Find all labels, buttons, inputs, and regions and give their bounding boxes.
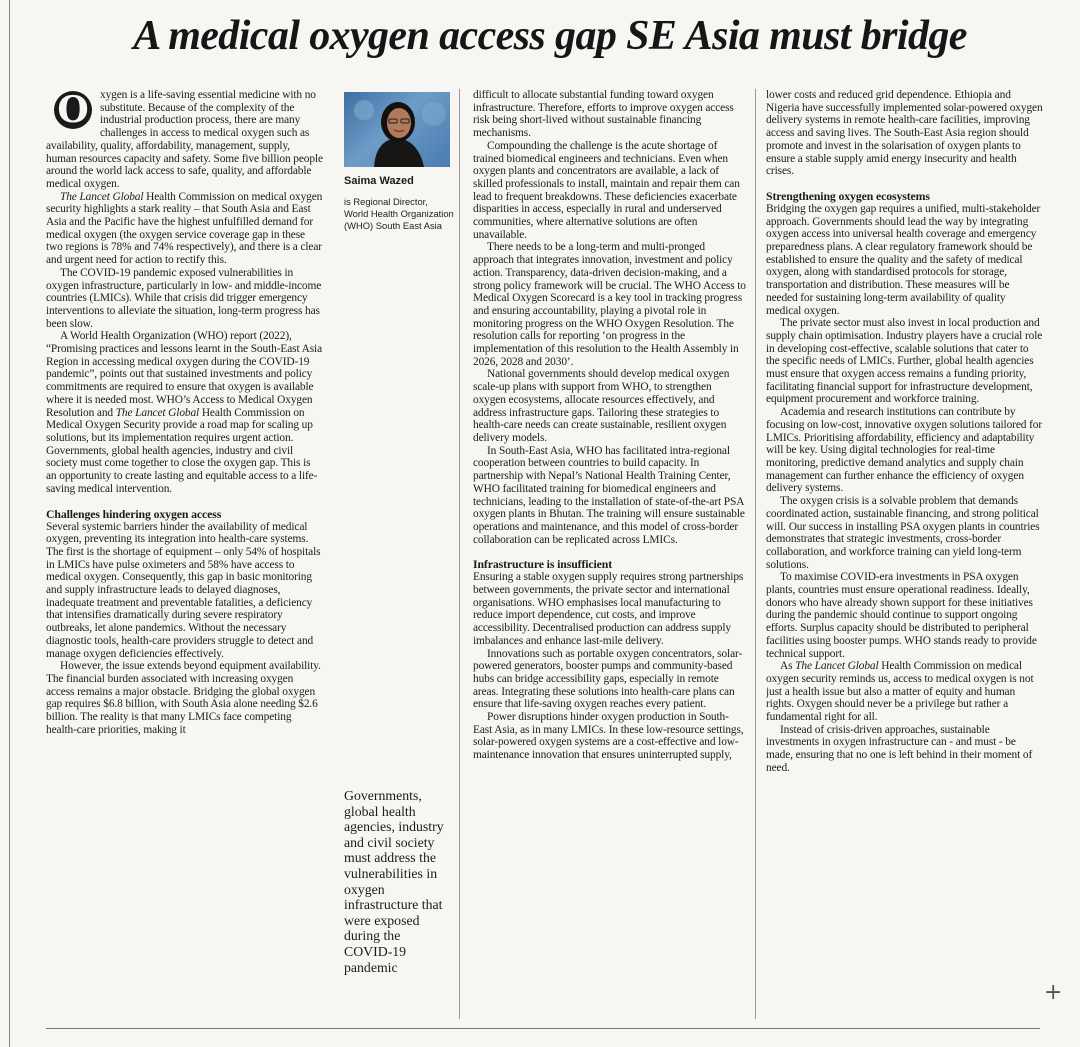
subheading: Strengthening oxygen ecosystems: [766, 188, 930, 203]
paragraph: In South-East Asia, WHO has facilitated intra-regional cooperation between countries to build capacity. In partnership with Nepal’s National Health Training Center, WHO facilitated training for biomedical engineers and technicians, leading to the installation of state-of-the-art PSA oxygen plants in Bhutan. The training will ensure sustainable operations and maintenance, and this model of cross-border collaboration can be replicated across LMICs.: [473, 444, 745, 546]
article-column-3: [473, 89, 746, 1019]
paragraph: As The Lancet Global Health Commission on medical oxygen security reminds us, access to medical oxygen is not just a health issue but also a matter of equity and human rights. Oxygen should never be a privilege but rather a fundamental right for all.: [766, 660, 1034, 724]
column-divider: [755, 89, 756, 1019]
paragraph: The COVID-19 pandemic exposed vulnerabilities in oxygen infrastructure, particularly in low- and middle-income countries (LMICs). While that crisis did trigger emergency interventions to alleviate the situation, long-term progress has been slow.: [46, 266, 322, 330]
paragraph: However, the issue extends beyond equipment availability. The financial burden associated with increasing oxygen access remains a major obstacle. Bridging the global oxygen gap requires $6.8 billion, with South Asia alone needing $2.6 billion. The reality is that many LMICs face competing health-care priorities, making it: [46, 660, 321, 736]
headline: A medical oxygen access gap SE Asia must bridge: [133, 13, 967, 59]
paragraph: A World Health Organization (WHO) report (2022), “Promising practices and lessons learnt in the South-East Asia Region in accessing medical oxygen during the COVID-19 pandemic”, points out that sustained investments and policy commitments are required to ensure that oxygen is available where it is needed most. WHO’s Access to Medical Oxygen Resolution and The Lancet Global Health Commission on Medical Oxygen Security provide a road map for scaling up solutions, but its implementation requires urgent action. Governments, global health agencies, industry and civil society must come together to close the oxygen gap. This is an opportunity to create lasting and equitable access to a life-saving medical intervention.: [46, 330, 323, 495]
paragraph: The Lancet Global Health Commission on medical oxygen security highlights a stark reality – that South Asia and East Asia and the Pacific have the highest unfulfilled demand for medical oxygen (the oxygen service coverage gap in these two regions is 78% and 74% respectively), and there is a clear and urgent need for action to rectify this.: [46, 190, 323, 267]
paragraph: National governments should develop medical oxygen scale-up plans with support from WHO, to strengthen oxygen ecosystems, allocate resources effectively, and address infrastructure gaps. Tailoring these strategies to health-care needs can create sustainable, resilient oxygen delivery models.: [473, 368, 730, 444]
paragraph: Ensuring a stable oxygen supply requires strong partnerships between governments, the private sector and international organisations. WHO emphasises local manufacturing to reduce import dependence, cut costs, and improve accessibility. Decentralised production can address supply imbalances and enhance last-mile delivery.: [473, 571, 744, 647]
paragraph: Bridging the oxygen gap requires a unified, multi-stakeholder approach. Governments should lead the way by integrating oxygen access into universal health coverage and emergency preparedness plans. A clear regulatory framework should be established to ensure the quality and the safety of medical oxygen, along with standardised protocols for storage, transportation and distribution. These measures will be needed for sustaining long-term availability of quality medical oxygen.: [766, 202, 1041, 317]
column-divider: [459, 89, 460, 1019]
paragraph: The oxygen crisis is a solvable problem that demands coordinated action, sustainable financing, and strong political will. Our success in installing PSA oxygen plants in countries demonstrates that strategic investments, cross-border collaboration, and workforce training can yield long-term solutions.: [766, 495, 1040, 571]
paragraph: Innovations such as portable oxygen concentrators, solar-powered generators, booster pumps and community-based hubs can bridge accessibility gaps, especially in remote areas. Integrating these solutions into health-care plans can ensure that life-saving oxygen reaches every patient.: [473, 647, 743, 711]
paragraph: Academia and research institutions can contribute by focusing on low-cost, innovative oxygen solutions tailored for LMICs. Prioritising affordability, efficiency and adaptability will be key. Using digital technologies for real-time monitoring, predictive demand analytics and supply chain management can further enhance the efficiency of oxygen delivery systems.: [766, 406, 1043, 495]
article-column-4: [766, 89, 1043, 1019]
author-name: Saima Wazed: [344, 175, 414, 187]
paragraph: Instead of crisis-driven approaches, sustainable investments in oxygen infrastructure can - and must - be made, ensuring that no one is left behind in their moment of need.: [766, 723, 1033, 774]
paragraph: Power disruptions hinder oxygen production in South-East Asia, as in many LMICs. In these low-resource settings, solar-powered oxygen systems are a cost-effective and low-maintenance innovation that ensures uninterrupted supply,: [473, 711, 744, 762]
pull-quote: Governments, global health agencies, industry and civil society must address the vulnerabilities in oxygen infrastructure that were exposed during the COVID-19 pandemic: [344, 788, 444, 975]
lead-paragraph: O xygen is a life-saving essential medicine with no substitute. Because of the complexity of the industrial production process, there are many challenges in access to medical oxygen such as availability, quality, affordability, management, supply, human resources capacity and safety. Some five billion people around the world lack access to safe, quality, and affordable medical oxygen.: [46, 89, 323, 190]
plus-icon: +: [1044, 980, 1063, 1005]
dropcap: O: [54, 91, 92, 129]
page-edge-rule: [9, 0, 10, 1047]
subheading: Challenges hindering oxygen access: [46, 506, 222, 521]
article-column-1: [46, 89, 323, 1019]
author-photo: [344, 92, 450, 167]
author-role: is Regional Director, World Health Organization (WHO) South East Asia: [344, 196, 454, 232]
paragraph: There needs to be a long-term and multi-pronged approach that integrates innovation, investment and policy action. Transparency, data-driven decision-making, and a strong policy framework will be crucial. The WHO Access to Medical Oxygen Scorecard is a key tool in tracking progress and ensuring accountability, playing a pivotal role in monitoring progress on the WHO Oxygen Resolution. The resolution calls for reporting ‘on progress in the implementation of this resolution to the Health Assembly in 2026, 2028 and 2030’.: [473, 241, 746, 368]
paragraph: The private sector must also invest in local production and supply chain optimisation. Industry players have a crucial role in developing cost-effective, scalable solutions that cater to the specific needs of LMICs. Further, global health agencies must ensure that oxygen access remains a funding priority, facilitating financial support for infrastructure development, equipment procurement and workforce training.: [766, 317, 1043, 406]
paragraph: To maximise COVID-era investments in PSA oxygen plants, countries must ensure operational readiness. Ideally, donors who have already shown support for these initiatives during the pandemic should continue to support ongoing efforts. Surplus capacity should be distributed to peripheral facilities using booster pumps. WHO stands ready to provide technical support.: [766, 571, 1037, 660]
paragraph: difficult to allocate substantial funding toward oxygen infrastructure. Therefore, efforts to improve oxygen access risk being short-lived without sustainable financing mechanisms.: [473, 89, 734, 140]
subheading: Infrastructure is insufficient: [473, 557, 613, 572]
paragraph: lower costs and reduced grid dependence. Ethiopia and Nigeria have successfully implemented solar-powered oxygen delivery systems in remote health-care facilities, improving access and saving lives. The South-East Asia region should promote and invest in the solarisation of oxygen plants to ensure a stable supply amid energy insecurity and health crises.: [766, 89, 1043, 178]
paragraph: Several systemic barriers hinder the availability of medical oxygen, preventing its integration into health-care systems. The first is the shortage of equipment – only 54% of hospitals in LMICs have pulse oximeters and 58% have access to medical oxygen. Consequently, this gap in basic monitoring and supply infrastructure leads to delayed diagnoses, inadequate treatment and preventable fatalities, a deficiency that intensifies dramatically during severe respiratory outbreaks, let alone pandemics. Without the necessary diagnostic tools, health-care providers struggle to detect and manage oxygen deficiencies effectively.: [46, 520, 321, 660]
paragraph: Compounding the challenge is the acute shortage of trained biomedical engineers and technicians. Even when oxygen plants and concentrators are available, a lack of skilled professionals to install, maintain and repair them can lead to frequent breakdowns. These deficiencies exacerbate disparities in access, especially in rural and underserved communities, where alternative solutions are often unavailable.: [473, 139, 740, 241]
bottom-rule: [46, 1028, 1040, 1029]
